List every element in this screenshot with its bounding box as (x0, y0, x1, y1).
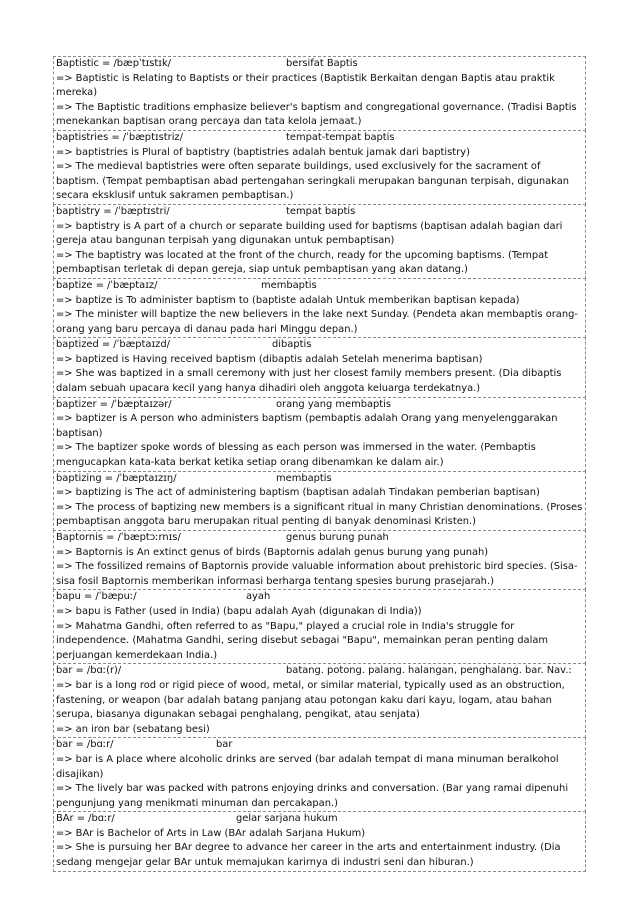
headword-pronunciation: baptizing = /ˈbæptaɪzɪŋ/ (56, 472, 177, 484)
translation: bersifat Baptis (286, 58, 358, 69)
example-line: => The medieval baptistries were often separate buildings, used exclusively for the sacrament of baptism. (Tempat pembaptisan abad pertengahan seringkali merupakan bangunan terpisah, digunakan secara eksklusif untuk sakramen pembaptisan.) (56, 161, 570, 202)
translation: dibaptis (272, 339, 312, 351)
definition-line: => baptistries is Plural of baptistry (baptistries adalah bentuk jamak dari baptistry) (56, 146, 470, 158)
headword-pronunciation: baptized = /ˈbæptaɪzd/ (56, 339, 170, 351)
translation: batang. potong. palang. halangan, penghalang. bar. Nav.: (286, 665, 572, 677)
example-line: => The baptistry was located at the front of the church, ready for the upcoming baptisms. (Tempat pembaptisan terletak di depan gereja, siap untuk pembaptisan yang akan datang.) (56, 249, 549, 276)
definition-line: => Baptornis is An extinct genus of birds (Baptornis adalah genus burung yang punah) (56, 546, 489, 558)
definition-line: => bapu is Father (used in India) (bapu adalah Ayah (digunakan di India)) (56, 605, 422, 617)
headword-pronunciation: bar = /bɑːr/ (56, 739, 114, 751)
dictionary-entry (53, 737, 586, 812)
entry-headword-row (56, 57, 583, 72)
translation: membaptis (261, 279, 317, 291)
translation: genus burung punah (286, 532, 389, 543)
headword-pronunciation: Baptistic = /bæpˈtɪstɪk/ (56, 58, 171, 69)
translation: bar (216, 739, 233, 751)
definition-line: => BAr is Bachelor of Arts in Law (BAr adalah Sarjana Hukum) (56, 827, 366, 839)
example-line: => an iron bar (sebatang besi) (56, 723, 210, 735)
dictionary-entry (53, 530, 586, 590)
entry-headword-row (56, 279, 583, 294)
dictionary-entry (53, 130, 586, 205)
dictionary-entry (53, 397, 586, 472)
example-line: => The lively bar was packed with patrons enjoying drinks and conversation. (Bar yang ramai dipenuhi pengunjung yang menikmati minuman dan percakapan.) (56, 783, 569, 809)
definition-line: => baptizer is A person who administers baptism (pembaptis adalah Orang yang menyelenggarakan baptisan) (56, 413, 558, 439)
example-line: => The Baptistic traditions emphasize believer's baptism and congregational governance. (Tradisi Baptis menekankan baptisan orang percaya dan tata kelola jemaat.) (56, 101, 577, 128)
entry-headword-row (56, 738, 583, 753)
definition-line: => baptistry is A part of a church or separate building used for baptisms (baptisan adalah bagian dari gereja atau bangunan terpisah yang digunakan untuk pembaptisan) (56, 220, 563, 247)
headword-pronunciation: bar = /bɑː(r)/ (56, 665, 122, 677)
headword-pronunciation: baptize = /ˈbæptaɪz/ (56, 279, 158, 291)
example-line: => The process of baptizing new members is a significant ritual in many Christian denominations. (Proses pembaptisan anggota baru merupakan ritual penting di banyak denominasi Kristen.) (56, 501, 583, 528)
dictionary-entry (53, 278, 586, 338)
entry-headword-row (56, 531, 583, 546)
entry-headword-row (56, 338, 583, 353)
dictionary-entry (53, 56, 586, 131)
dictionary-page (53, 57, 586, 872)
example-line: => Mahatma Gandhi, often referred to as "Bapu," played a crucial role in India's struggle for independence. (Mahatma Gandhi, sering disebut sebagai "Bapu", memainkan peran penting dalam perjuangan kemerdekaan India.) (56, 620, 549, 661)
headword-pronunciation: bapu = /ˈbæpuː/ (56, 591, 137, 603)
entry-headword-row (56, 205, 583, 220)
entry-headword-row (56, 664, 583, 679)
translation: tempat baptis (286, 205, 356, 217)
dictionary-entry (53, 471, 586, 531)
translation: tempat-tempat baptis (286, 131, 395, 143)
entry-headword-row (56, 131, 583, 146)
definition-line: => baptized is Having received baptism (dibaptis adalah Setelah menerima baptisan) (56, 353, 483, 365)
dictionary-entry (53, 337, 586, 397)
entry-headword-row (56, 812, 583, 827)
headword-pronunciation: BAr = /bɑːr/ (56, 813, 115, 825)
example-line: => The fossilized remains of Baptornis provide valuable information about prehistoric bird species. (Sisa-sisa fosil Baptornis memberikan informasi berharga tentang spesies burung prasejarah.) (56, 561, 578, 587)
translation: gelar sarjana hukum (236, 813, 338, 825)
translation: orang yang membaptis (276, 398, 392, 410)
entry-headword-row (56, 398, 583, 413)
headword-pronunciation: baptistries = /ˈbæptɪstriz/ (56, 131, 183, 143)
definition-line: => bar is a long rod or rigid piece of wood, metal, or similar material, typically used as an obstruction, fastening, or weapon (bar adalah batang panjang atau potongan kaku dari kayu, logam, atau bahan serupa, biasanya digunakan sebagai penghalang, pengikat, atau senjata) (56, 679, 565, 721)
example-line: => The minister will baptize the new believers in the lake next Sunday. (Pendeta akan membaptis orang-orang yang baru percaya di danau pada hari Minggu depan.) (56, 309, 578, 335)
headword-pronunciation: baptizer = /ˈbæptaɪzər/ (56, 398, 172, 410)
example-line: => She is pursuing her BAr degree to advance her career in the arts and entertainment industry. (Dia sedang mengejar gelar BAr untuk memajukan karirnya di industri seni dan hiburan.) (56, 842, 561, 869)
definition-line: => baptizing is The act of administering baptism (baptisan adalah Tindakan pemberian baptisan) (56, 487, 540, 499)
translation: ayah (246, 591, 271, 603)
entry-headword-row (56, 472, 583, 487)
dictionary-entry (53, 811, 586, 871)
definition-line: => bar is A place where alcoholic drinks are served (bar adalah tempat di mana minuman beralkohol disajikan) (56, 753, 559, 780)
entry-headword-row (56, 590, 583, 605)
headword-pronunciation: baptistry = /ˈbæptɪstri/ (56, 205, 170, 217)
definition-line: => baptize is To administer baptism to (baptiste adalah Untuk memberikan baptisan kepada) (56, 294, 520, 306)
translation: membaptis (276, 472, 332, 484)
dictionary-entry (53, 204, 586, 279)
example-line: => The baptizer spoke words of blessing as each person was immersed in the water. (Pembaptis mengucapkan kata-kata berkat ketika setiap orang dibenamkan ke dalam air.) (56, 442, 536, 469)
dictionary-entry (53, 589, 586, 664)
definition-line: => Baptistic is Relating to Baptists or their practices (Baptistik Berkaitan dengan Baptis atau praktik mereka) (56, 72, 555, 99)
example-line: => She was baptized in a small ceremony with just her closest family members present. (Dia dibaptis dalam sebuah upacara kecil yang hanya dihadiri oleh anggota keluarga terdekatnya.) (56, 368, 562, 395)
headword-pronunciation: Baptornis = /ˈbæptɔːrnɪs/ (56, 532, 181, 543)
dictionary-entry (53, 663, 586, 738)
